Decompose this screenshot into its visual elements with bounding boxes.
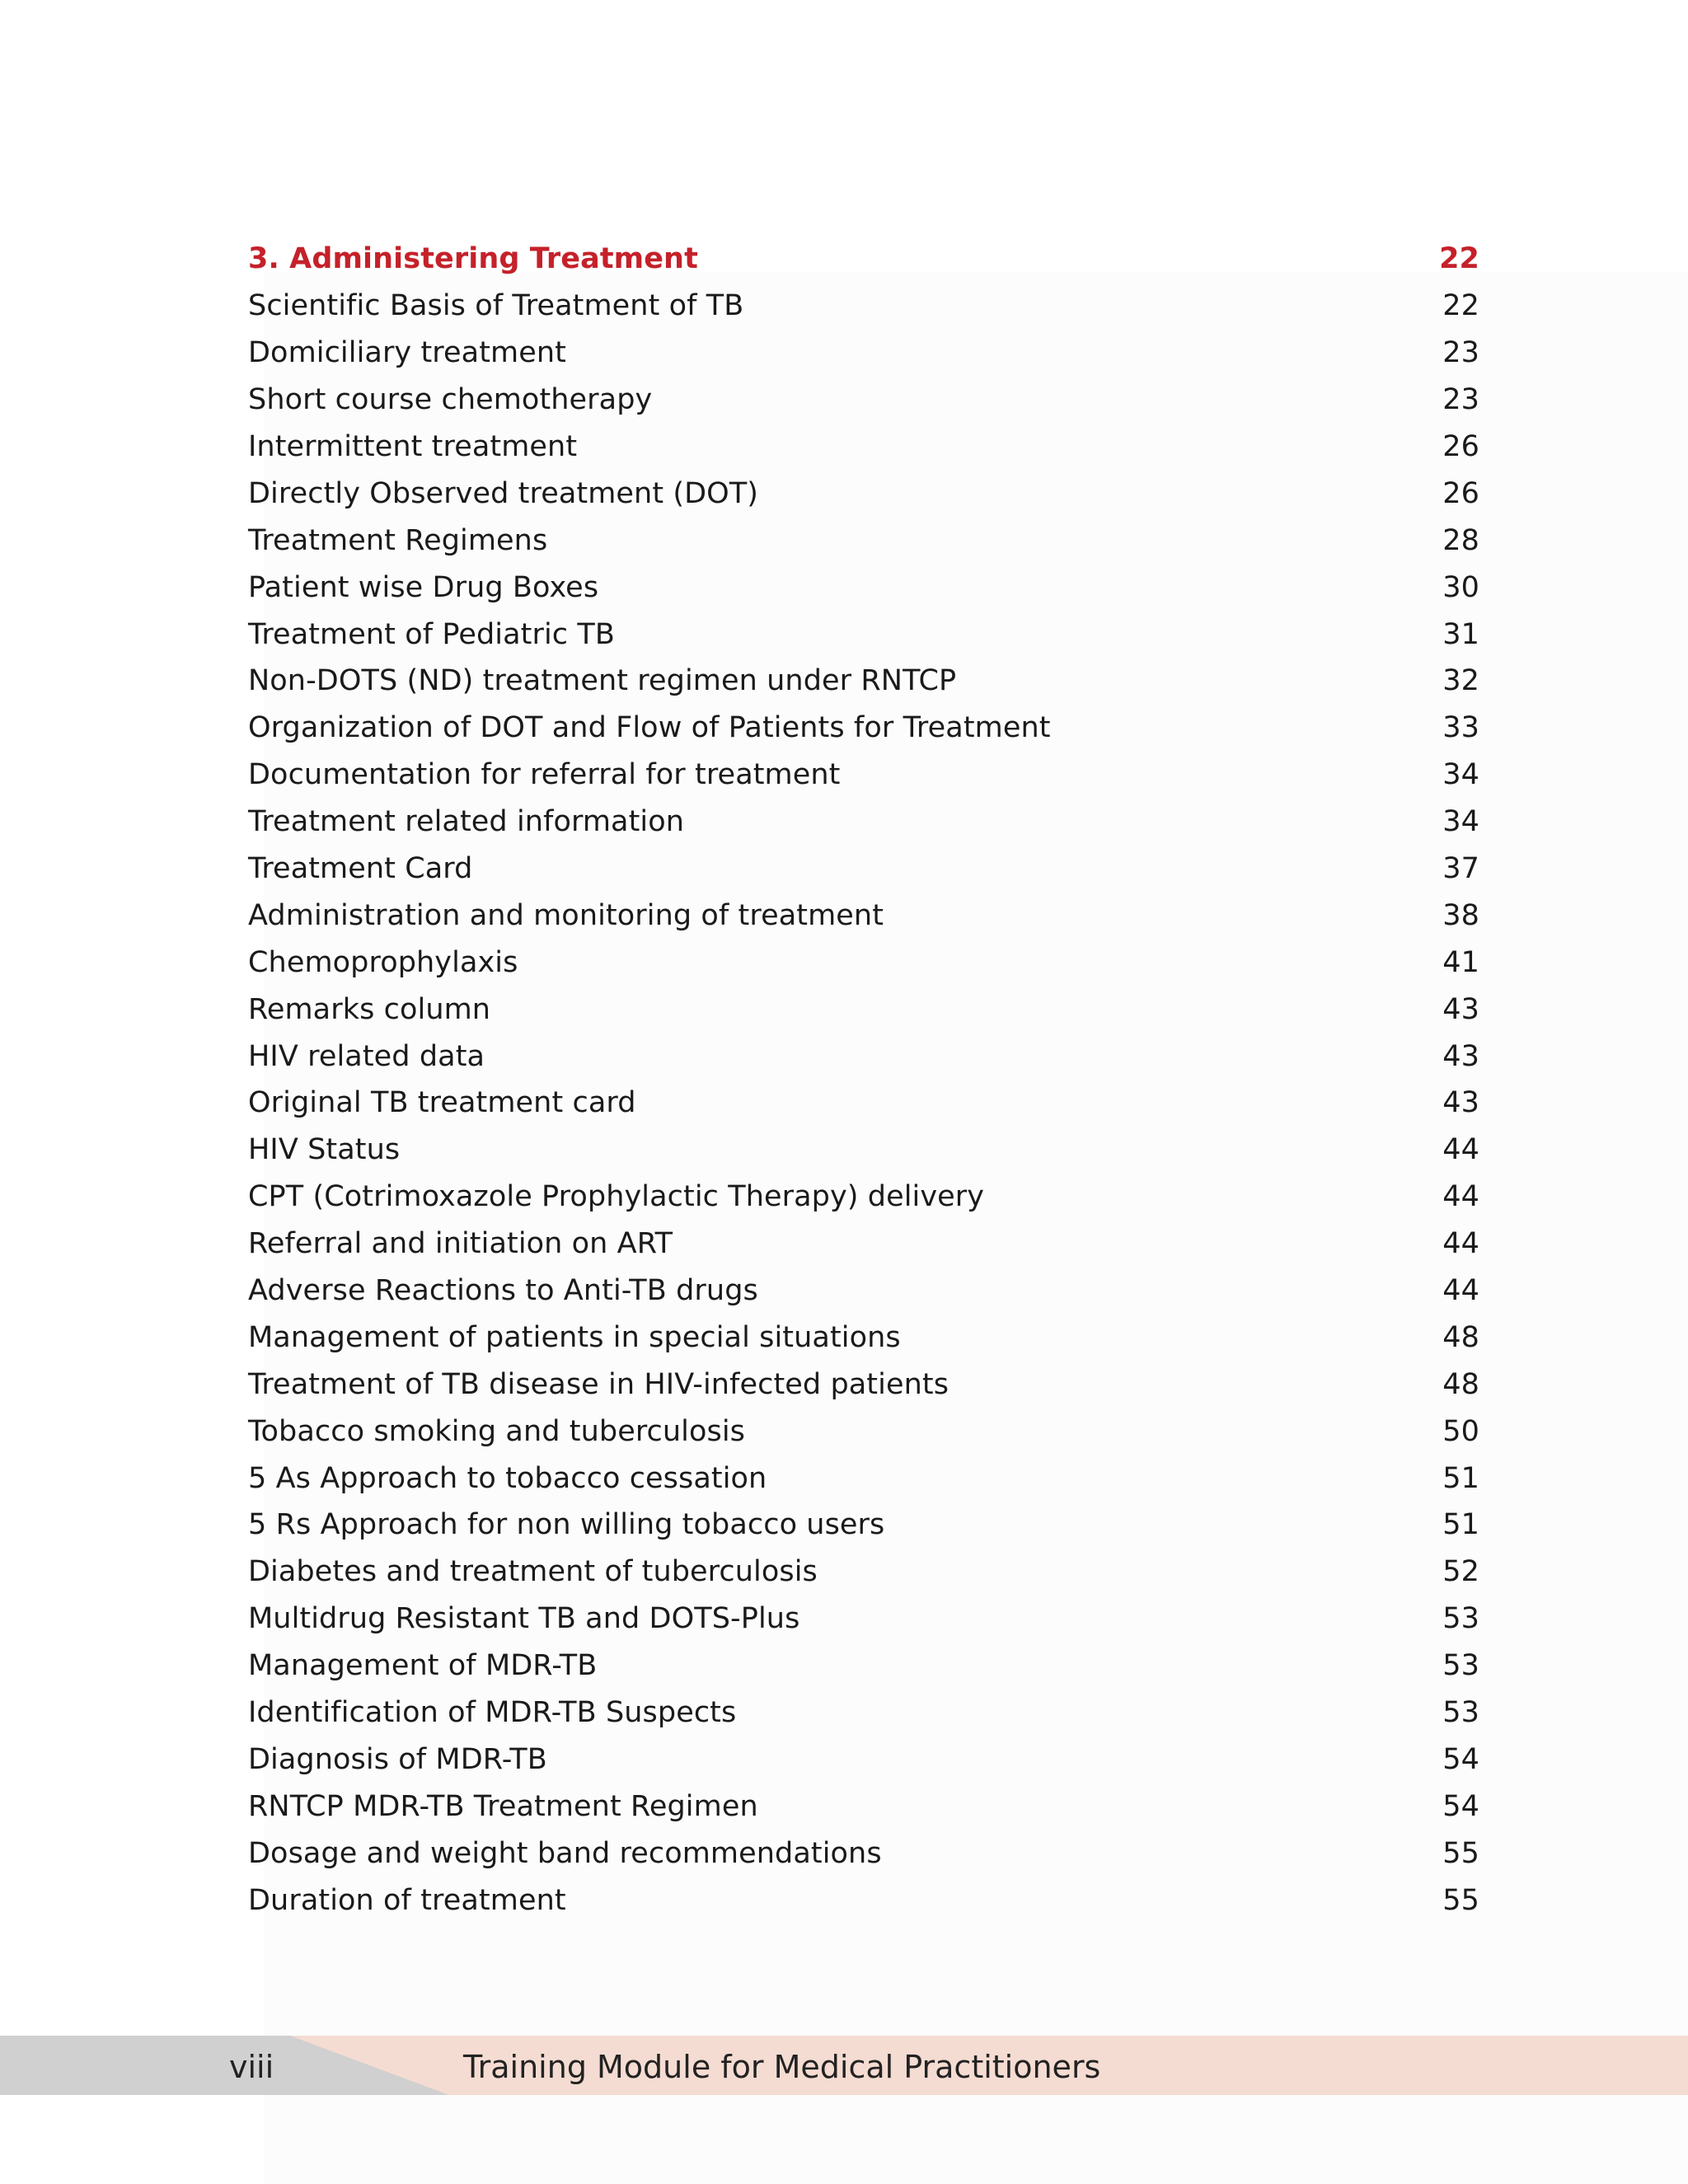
toc-entry-label: Documentation for referral for treatment: [248, 758, 841, 792]
toc-section-page: 22: [1439, 242, 1479, 276]
toc-entry-label: HIV related data: [248, 1039, 485, 1073]
toc-entry[interactable]: [248, 1408, 1479, 1455]
footer-title: Training Module for Medical Practitioners: [463, 2049, 1101, 2085]
page-footer: [0, 2036, 1688, 2095]
toc-entry[interactable]: [248, 1455, 1479, 1502]
toc-entry[interactable]: [248, 1268, 1479, 1315]
toc-entry-page: 23: [1442, 336, 1479, 370]
toc-entry-label: Treatment of TB disease in HIV-infected patients: [248, 1367, 950, 1401]
toc-entry-label: Original TB treatment card: [248, 1086, 636, 1120]
toc-entry[interactable]: [248, 658, 1479, 705]
toc-entry-label: Non-DOTS (ND) treatment regimen under RNTCP: [248, 664, 957, 698]
toc-entry-label: 5 As Approach to tobacco cessation: [248, 1461, 767, 1495]
toc-entry[interactable]: [248, 377, 1479, 424]
toc-entry-page: 50: [1442, 1414, 1479, 1448]
toc-entry[interactable]: [248, 1736, 1479, 1783]
toc-entry[interactable]: [248, 1361, 1479, 1408]
toc-entry-page: 54: [1442, 1789, 1479, 1823]
toc-entry-label: CPT (Cotrimoxazole Prophylactic Therapy) delivery: [248, 1180, 985, 1214]
toc-entry-label: Dosage and weight band recommendations: [248, 1836, 882, 1870]
toc-entry-page: 44: [1442, 1274, 1479, 1308]
toc-entry[interactable]: [248, 470, 1479, 517]
toc-entry[interactable]: [248, 611, 1479, 658]
toc-entry-page: 33: [1442, 711, 1479, 745]
toc-entry[interactable]: [248, 705, 1479, 752]
toc-entry-label: Treatment related information: [248, 805, 685, 839]
toc-entry-page: 41: [1442, 945, 1479, 979]
toc-entry-page: 48: [1442, 1320, 1479, 1354]
toc-entry-page: 44: [1442, 1227, 1479, 1261]
toc-entry-label: Tobacco smoking and tuberculosis: [248, 1414, 746, 1448]
footer-page-number: viii: [229, 2049, 274, 2085]
toc-entry-label: Directly Observed treatment (DOT): [248, 476, 759, 510]
toc-entry-page: 28: [1442, 523, 1479, 557]
toc-entry-label: Referral and initiation on ART: [248, 1227, 673, 1261]
toc-entry-label: Organization of DOT and Flow of Patients for Treatment: [248, 711, 1051, 745]
toc-entry[interactable]: [248, 1549, 1479, 1596]
toc-entry[interactable]: [248, 986, 1479, 1033]
toc-entry-label: Treatment Card: [248, 852, 473, 886]
toc-entry-page: 53: [1442, 1649, 1479, 1683]
toc-entry-page: 34: [1442, 805, 1479, 839]
toc-entry[interactable]: [248, 1127, 1479, 1174]
toc-entry[interactable]: [248, 1314, 1479, 1361]
toc-entry[interactable]: [248, 846, 1479, 893]
toc-entry[interactable]: [248, 1221, 1479, 1268]
table-of-contents: [248, 236, 1479, 1924]
toc-entry[interactable]: [248, 799, 1479, 846]
toc-entry-page: 43: [1442, 1086, 1479, 1120]
toc-entry-page: 22: [1442, 289, 1479, 323]
toc-entry-label: RNTCP MDR-TB Treatment Regimen: [248, 1789, 758, 1823]
toc-entry[interactable]: [248, 1690, 1479, 1736]
toc-entry[interactable]: [248, 283, 1479, 330]
toc-entry-page: 53: [1442, 1696, 1479, 1730]
toc-section-label: 3. Administering Treatment: [248, 242, 698, 276]
toc-entry-page: 26: [1442, 430, 1479, 463]
toc-entry-label: Treatment Regimens: [248, 523, 548, 557]
toc-entry-label: Treatment of Pediatric TB: [248, 617, 615, 651]
toc-entry[interactable]: [248, 1502, 1479, 1549]
toc-entry[interactable]: [248, 1783, 1479, 1830]
toc-entry-page: 32: [1442, 664, 1479, 698]
toc-entry-label: Duration of treatment: [248, 1883, 566, 1917]
toc-entry[interactable]: [248, 1174, 1479, 1221]
toc-entry-label: Administration and monitoring of treatment: [248, 898, 884, 932]
toc-entry-label: Intermittent treatment: [248, 430, 578, 463]
toc-entry[interactable]: [248, 1877, 1479, 1924]
toc-entry-label: Chemoprophylaxis: [248, 945, 518, 979]
toc-entry-label: Patient wise Drug Boxes: [248, 570, 599, 604]
toc-entry-page: 23: [1442, 383, 1479, 417]
toc-entry-label: 5 Rs Approach for non willing tobacco users: [248, 1508, 885, 1542]
toc-entry[interactable]: [248, 564, 1479, 611]
toc-entry-page: 31: [1442, 617, 1479, 651]
toc-entry-label: Remarks column: [248, 992, 491, 1026]
toc-entry-page: 44: [1442, 1133, 1479, 1167]
toc-entry-page: 55: [1442, 1883, 1479, 1917]
toc-entry[interactable]: [248, 1596, 1479, 1643]
toc-entry-page: 43: [1442, 1039, 1479, 1073]
toc-entry-page: 51: [1442, 1461, 1479, 1495]
toc-entry-page: 54: [1442, 1742, 1479, 1776]
toc-entry-page: 48: [1442, 1367, 1479, 1401]
toc-entry-label: Short course chemotherapy: [248, 383, 653, 417]
toc-entry[interactable]: [248, 939, 1479, 986]
toc-entry-label: Identification of MDR-TB Suspects: [248, 1696, 737, 1730]
toc-entry-label: Domiciliary treatment: [248, 336, 566, 370]
toc-section-heading[interactable]: [248, 236, 1479, 283]
toc-entry-page: 43: [1442, 992, 1479, 1026]
toc-entry-page: 44: [1442, 1180, 1479, 1214]
toc-entry[interactable]: [248, 330, 1479, 377]
toc-entry-page: 37: [1442, 852, 1479, 886]
toc-entry-page: 30: [1442, 570, 1479, 604]
toc-entry-label: HIV Status: [248, 1133, 401, 1167]
toc-entry-page: 55: [1442, 1836, 1479, 1870]
toc-entry-label: Adverse Reactions to Anti-TB drugs: [248, 1274, 758, 1308]
toc-entry[interactable]: [248, 1643, 1479, 1690]
toc-entry-page: 52: [1442, 1555, 1479, 1589]
toc-entry-page: 51: [1442, 1508, 1479, 1542]
toc-entry-label: Scientific Basis of Treatment of TB: [248, 289, 744, 323]
toc-entry-label: Diabetes and treatment of tuberculosis: [248, 1555, 818, 1589]
toc-entry[interactable]: [248, 892, 1479, 939]
toc-entry[interactable]: [248, 517, 1479, 564]
toc-entry[interactable]: [248, 752, 1479, 799]
toc-entry-label: Diagnosis of MDR-TB: [248, 1742, 547, 1776]
toc-entry-page: 26: [1442, 476, 1479, 510]
toc-entry[interactable]: [248, 424, 1479, 471]
toc-entry-label: Management of MDR-TB: [248, 1649, 598, 1683]
toc-entry-page: 38: [1442, 898, 1479, 932]
toc-entry[interactable]: [248, 1080, 1479, 1127]
toc-entry-page: 34: [1442, 758, 1479, 792]
toc-entry[interactable]: [248, 1830, 1479, 1877]
toc-entry-label: Management of patients in special situations: [248, 1320, 901, 1354]
toc-entry-page: 53: [1442, 1602, 1479, 1636]
toc-entry[interactable]: [248, 1033, 1479, 1080]
toc-entry-label: Multidrug Resistant TB and DOTS-Plus: [248, 1602, 800, 1636]
